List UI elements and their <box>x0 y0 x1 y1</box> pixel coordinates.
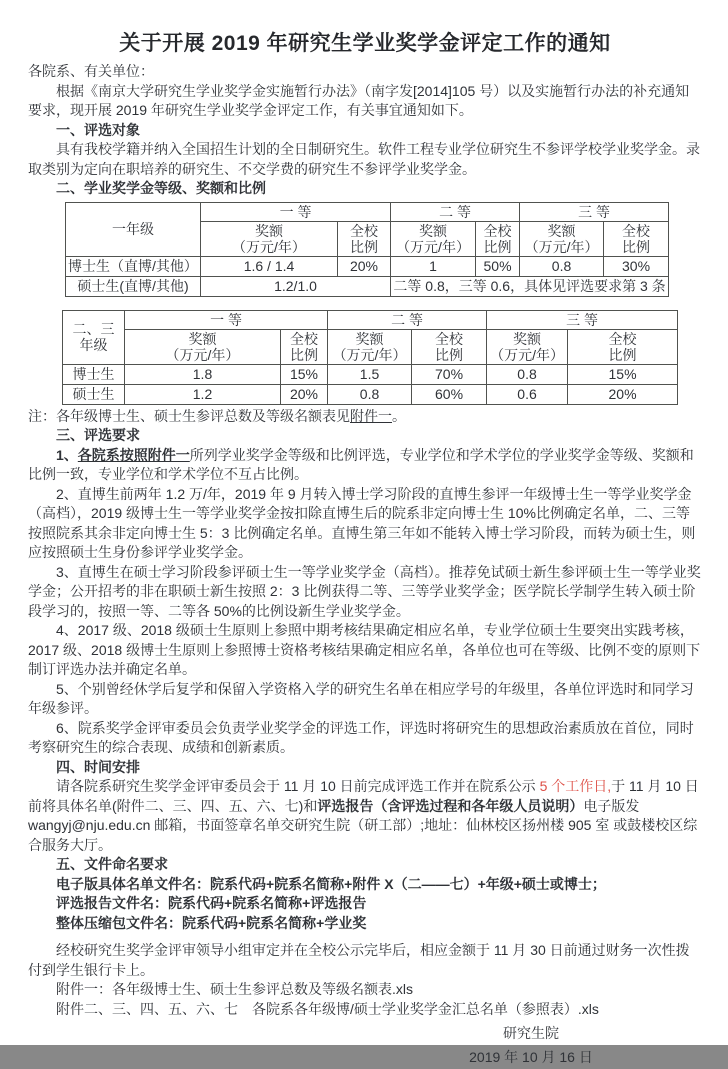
table1-corner-cell <box>66 202 201 256</box>
table2-corner-line2: 年级 <box>79 337 108 353</box>
amount-label: 奖额 <box>188 330 217 347</box>
ratio-label2: 比例 <box>622 238 651 255</box>
value-cell: 60% <box>412 384 487 404</box>
value-cell: 0.8 <box>487 364 568 384</box>
value-cell: 20% <box>281 384 328 404</box>
row-label-cell: 硕士生 <box>63 384 125 404</box>
ratio-header-cell <box>338 221 391 256</box>
table-note-text: 注：各年级博士生、硕士生参评总数及等级名额表见 <box>28 407 350 424</box>
schedule-text-3: 电子版发 <box>583 797 640 814</box>
ratio-header-cell <box>476 221 520 256</box>
tier-3-header: 三 等 <box>487 310 678 329</box>
amount-unit: （万元/年） <box>232 238 306 255</box>
signature-org: 研究生院 <box>503 1025 559 1041</box>
tier-1-header: 一 等 <box>201 202 391 221</box>
requirement-item-2: 2、直博生前两年 1.2 万/年，2019 年 9 月转入博士学习阶段的直博生参评一年级博士生一等学业奖学金（高档），2019 级博士生一等学业奖学金按扣除直博生后的院系非定向博士生 10%比例确定名单，二、三等按照院系其余非定向博士生 5：3 比例确定名单。直博生第三年如不能转入博士学习阶段，而转为硕士生，则应按照硕士生身份参评学业奖学金。 <box>28 485 696 560</box>
value-cell: 1.2 <box>125 384 281 404</box>
filename-rule-1: 电子版具体名单文件名：院系代码+院系名简称+附件 X（二——七）+年级+硕士或博士； <box>56 875 606 892</box>
salutation-line: 各院系、有关单位： <box>28 63 154 79</box>
value-cell: 0.8 <box>328 384 412 404</box>
ratio-label2: 比例 <box>290 346 318 363</box>
tier-3-header: 三 等 <box>520 202 669 221</box>
document-title: 关于开展 2019 年研究生学业奖学金评定工作的通知 <box>119 32 611 55</box>
section-1-heading: 一、评选对象 <box>56 121 140 138</box>
table2-corner-cell <box>63 310 125 364</box>
doctor-row <box>66 256 669 276</box>
amount-label: 奖额 <box>355 330 384 347</box>
ratio-label2: 比例 <box>483 238 512 255</box>
item-1-emphasis: 各院系按照附件一 <box>77 446 190 463</box>
ratio-label2: 比例 <box>350 238 378 255</box>
master-row <box>66 276 669 296</box>
signature-block <box>396 1021 666 1069</box>
email-address: wangyj@nju.edu.cn <box>28 817 151 833</box>
requirement-item-4: 4、2017 级、2018 级硕士生原则上参照中期考核结果确定相应名单，专业学位硕士生要突出实践考核，2017 级、2018 级博士生原则上参照博士资格考核结果确定相应名单，各单位也可在等级、比例不变的原则下制订评选办法并确定名单。 <box>28 622 701 677</box>
section-1-paragraph: 具有我校学籍并纳入全国招生计划的全日制研究生。软件工程专业学位研究生不参评学校学业奖学金。录取类别为定向在职培养的研究生、不交学费的研究生不参评学业奖学金。 <box>28 141 700 177</box>
row-label-cell: 博士生 <box>63 364 125 384</box>
row-label-cell: 硕士生(直博/其他) <box>66 276 201 296</box>
ratio-label: 全校 <box>622 222 651 239</box>
year1-scholarship-table <box>65 202 669 297</box>
intro-paragraph: 根据《南京大学研究生学业奖学金实施暂行办法》（南字发[2014]105 号）以及实施暂行办法的补充通知要求，现开展 2019 年研究生学业奖学金评定工作，有关事宜通知如下。 <box>28 82 690 118</box>
filename-rule-2: 评选报告文件名：院系代码+院系名简称+评选报告 <box>56 895 367 911</box>
ratio-header-cell <box>281 329 328 364</box>
value-cell: 20% <box>338 256 391 276</box>
schedule-text-1: 请各院系研究生奖学金评审委员会于 11 月 10 日前完成评选工作并在院系公示 <box>56 778 540 794</box>
amount-label: 奖额 <box>547 222 576 239</box>
ratio-label: 全校 <box>608 330 637 347</box>
requirement-item-3: 3、直博生在硕士学习阶段参评硕士生一等学业奖学金（高档）。推荐免试硕士新生参评硕士生一等学业奖学金；公开招考的非在职硕士新生按照 2：3 比例获得二等、三等学业奖学金；医学院长学制学生转入硕士阶段学习的，按照一等、二等各 50%的比例设新生学业奖学金。 <box>28 563 701 619</box>
amount-unit: （万元/年） <box>490 346 564 363</box>
amount-label: 奖额 <box>513 330 542 347</box>
table-note-line <box>28 407 702 427</box>
amount-header-cell <box>391 221 476 256</box>
schedule-text-4: 邮箱，书面签章名单交研究生院（研工部）;地址：仙林校区扬州楼 905 室 或鼓楼校区综合服务大厅。 <box>28 817 698 853</box>
ratio-header-cell <box>568 329 678 364</box>
tier-1-header: 一 等 <box>125 310 328 329</box>
table1-corner-label: 一年级 <box>112 221 154 237</box>
requirement-item-6: 6、院系奖学金评审委员会负责学业奖学金的评选工作，评选时将研究生的思想政治素质放在首位，同时考察研究生的综合表现、成绩和创新素质。 <box>28 719 694 755</box>
amount-label: 奖额 <box>419 222 448 239</box>
ratio-label: 全校 <box>483 222 512 239</box>
amount-header-cell <box>125 329 281 364</box>
ratio-label2: 比例 <box>608 346 637 363</box>
spacer <box>28 933 702 941</box>
value-cell: 1.2/1.0 <box>201 276 391 296</box>
doctor-row <box>63 364 678 384</box>
attachment-1-ref: 附件一 <box>350 407 392 424</box>
amount-header-cell <box>520 221 604 256</box>
value-cell: 0.6 <box>487 384 568 404</box>
value-cell: 15% <box>281 364 328 384</box>
ratio-label: 全校 <box>290 330 318 347</box>
filename-rule-3: 整体压缩包文件名：院系代码+院系名简称+学业奖 <box>56 914 367 931</box>
value-cell: 1.5 <box>328 364 412 384</box>
item-1-text: 所列学业奖学金等级和比例评选，专业学位和学术学位的学业奖学金等级、奖额和比例一致，专业学位和学术学位不互占比例。 <box>28 446 694 482</box>
amount-header-cell <box>487 329 568 364</box>
value-cell: 50% <box>476 256 520 276</box>
ratio-header-cell <box>604 221 669 256</box>
year23-scholarship-table <box>62 310 678 405</box>
attachment-list-item-1: 附件一：各年级博士生、硕士生参评总数及等级名额表.xls <box>56 981 413 997</box>
ratio-label: 全校 <box>350 222 378 239</box>
public-notice-days: 5 个工作日, <box>539 778 612 794</box>
value-cell: 1.8 <box>125 364 281 384</box>
signature-date: 2019 年 10 月 16 日 <box>469 1049 593 1065</box>
value-cell: 20% <box>568 384 678 404</box>
table2-corner-line1: 二、三 <box>72 321 115 337</box>
section-5-heading: 五、文件命名要求 <box>56 856 168 872</box>
row-label-cell: 博士生（直博/其他） <box>66 256 201 276</box>
amount-header-cell <box>201 221 338 256</box>
report-requirement-emphasis: 评选报告（含评选过程和各年级人员说明） <box>317 797 584 814</box>
table-note-period: 。 <box>392 407 406 424</box>
amount-label: 奖额 <box>255 222 283 239</box>
schedule-text-2: 于 11 月 10 日前将具体名单(附件二、三、四、五、六、七)和 <box>28 778 699 814</box>
section-4-heading: 四、时间安排 <box>56 758 140 775</box>
amount-unit: （万元/年） <box>165 346 240 363</box>
closing-paragraph: 经校研究生奖学金评审领导小组审定并在全校公示完毕后，相应金额于 11 月 30 日前通过财务一次性拨付到学生银行卡上。 <box>28 942 690 978</box>
section-3-heading: 三、评选要求 <box>56 427 140 443</box>
master-note-cell: 二等 0.8，三等 0.6，具体见评选要求第 3 条 <box>391 276 669 296</box>
requirement-item-1 <box>28 446 702 485</box>
value-cell: 0.8 <box>520 256 604 276</box>
value-cell: 1.6 / 1.4 <box>201 256 338 276</box>
section-2-heading: 二、学业奖学金等级、奖额和比例 <box>56 180 266 196</box>
tier-2-header: 二 等 <box>391 202 520 221</box>
value-cell: 30% <box>604 256 669 276</box>
attachment-list-item-2: 附件二、三、四、五、六、七 各院系各年级博/硕士学业奖学金汇总名单（参照表）.xls <box>56 1000 599 1017</box>
tier-2-header: 二 等 <box>328 310 487 329</box>
requirement-item-5: 5、个别曾经休学后复学和保留入学资格入学的研究生名单在相应学号的年级里，各单位评选时和同学习年级参评。 <box>28 680 694 716</box>
value-cell: 15% <box>568 364 678 384</box>
amount-unit: （万元/年） <box>524 238 599 255</box>
ratio-header-cell <box>412 329 487 364</box>
value-cell: 70% <box>412 364 487 384</box>
ratio-label2: 比例 <box>435 346 464 363</box>
schedule-paragraph <box>28 777 702 855</box>
ratio-label: 全校 <box>435 330 464 347</box>
amount-unit: （万元/年） <box>396 238 470 255</box>
amount-header-cell <box>328 329 412 364</box>
amount-unit: （万元/年） <box>332 346 407 363</box>
value-cell: 1 <box>391 256 476 276</box>
item-1-number: 1、 <box>56 446 78 463</box>
master-row <box>63 384 678 404</box>
